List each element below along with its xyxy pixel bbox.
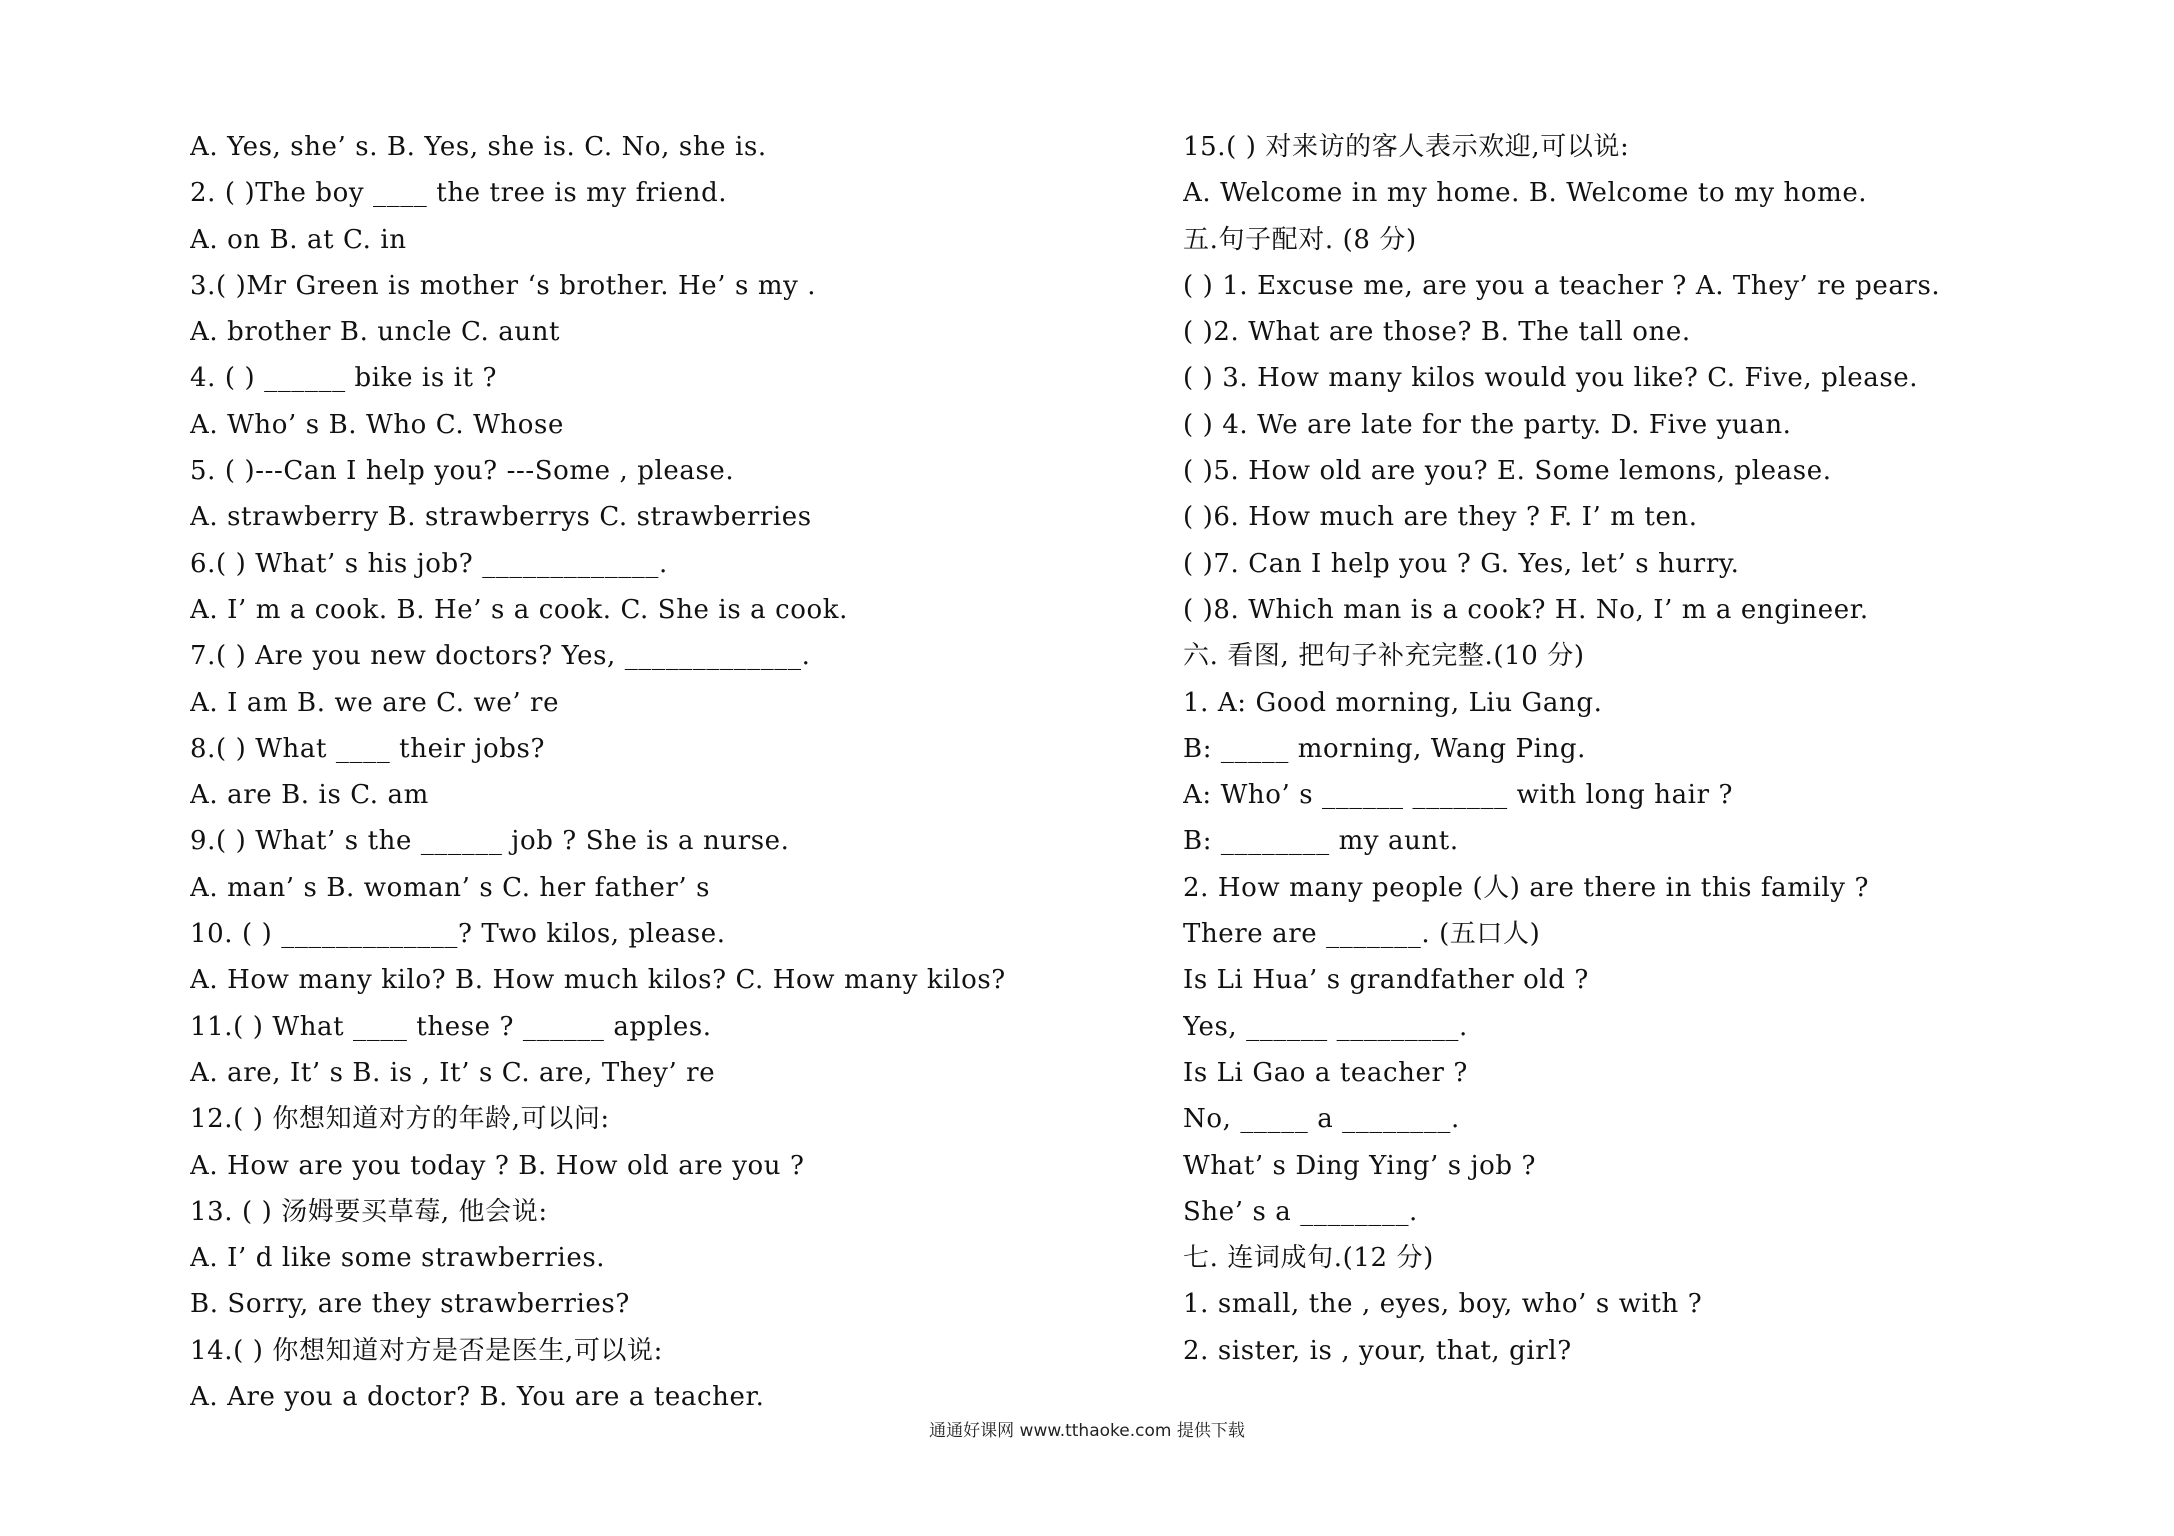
text-line: 14.( ) 你想知道对方是否是医生,可以说: [190, 1335, 663, 1366]
text-line: B. Sorry, are they strawberries? [190, 1289, 630, 1320]
text-line: A. are B. is C. am [190, 780, 429, 811]
section-heading: 五.句子配对. (8 分) [1183, 224, 1417, 255]
text-line: 6.( ) What’ s his job? _____________. [190, 548, 668, 579]
text-line: 15.( ) 对来访的客人表示欢迎,可以说: [1183, 132, 1630, 162]
text-line: ( ) 1. Excuse me, are you a teacher ? A. They’ re pears. [1183, 270, 1941, 301]
text-line: 11.( ) What ____ these ? ______ apples. [190, 1011, 712, 1042]
text-line: 9.( ) What’ s the ______ job ? She is a nurse. [190, 826, 790, 857]
text-line: A. I’ m a cook. B. He’ s a cook. C. She is a cook. [190, 594, 848, 625]
text-line: 2. sister, is , your, that, girl? [1183, 1335, 1572, 1366]
text-line: A. brother B. uncle C. aunt [190, 317, 561, 348]
text-line: A. man’ s B. woman’ s C. her father’ s [190, 872, 711, 903]
text-line: ( )8. Which man is a cook? H. No, I’ m a engineer. [1183, 594, 1869, 625]
text-line: A. Who’ s B. Who C. Whose [190, 409, 564, 440]
text-line: 10. ( ) _____________? Two kilos, please. [190, 919, 726, 950]
text-line: A. I am B. we are C. we’ re [190, 687, 560, 718]
text-line: 4. ( ) ______ bike is it ? [190, 363, 498, 394]
text-line: A. I’ d like some strawberries. [190, 1243, 606, 1274]
text-line: 3.( )Mr Green is mother ‘s brother. He’ s my . [190, 270, 817, 301]
text-line: ( )6. How much are they ? F. I’ m ten. [1183, 502, 1698, 533]
text-line: ( ) 4. We are late for the party. D. Five yuan. [1183, 409, 1792, 440]
text-line: 5. ( )---Can I help you? ---Some , please. [190, 456, 735, 487]
text-line: A. strawberry B. strawberrys C. strawberries [190, 502, 812, 533]
text-line: ( ) 3. How many kilos would you like? C. Five, please. [1183, 363, 1919, 394]
text-line: 8.( ) What ____ their jobs? [190, 733, 545, 764]
text-line: Is Li Gao a teacher ? [1183, 1057, 1468, 1088]
text-line: A: Who’ s ______ _______ with long hair ? [1183, 780, 1734, 811]
text-line: A. Are you a doctor? B. You are a teacher. [190, 1382, 765, 1413]
text-line: 2. How many people (人) are there in this family ? [1183, 872, 1870, 903]
page-footer: 通通好课网 www.tthaoke.com 提供下载 [929, 1421, 1245, 1441]
text-line: A. on B. at C. in [190, 224, 407, 255]
text-line: A. are, It’ s B. is , It’ s C. are, They’ re [190, 1057, 716, 1088]
text-line: A. How are you today ? B. How old are you ? [190, 1150, 805, 1181]
text-line: B: _____ morning, Wang Ping. [1183, 733, 1586, 764]
text-line: Is Li Hua’ s grandfather old ? [1183, 965, 1589, 996]
text-line: No, _____ a ________. [1183, 1104, 1460, 1135]
text-line: A. Yes, she’ s. B. Yes, she is. C. No, she is. [190, 132, 767, 162]
text-line: 1. A: Good morning, Liu Gang. [1183, 687, 1603, 718]
text-line: She’ s a ________. [1183, 1196, 1418, 1227]
section-heading: 六. 看图, 把句子补充完整.(10 分) [1183, 641, 1585, 672]
text-line: A. How many kilo? B. How much kilos? C. How many kilos? [190, 965, 1006, 996]
text-line: B: ________ my aunt. [1183, 826, 1459, 857]
text-line: 1. small, the , eyes, boy, who’ s with ? [1183, 1289, 1703, 1320]
text-line: ( )5. How old are you? E. Some lemons, please. [1183, 456, 1832, 487]
text-line: A. Welcome in my home. B. Welcome to my home. [1183, 178, 1868, 209]
text-line: ( )7. Can I help you ? G. Yes, let’ s hurry. [1183, 548, 1740, 579]
text-line: Yes, ______ _________. [1183, 1011, 1468, 1042]
text-line: There are _______. (五口人) [1183, 919, 1541, 950]
text-line: 13. ( ) 汤姆要买草莓, 他会说: [190, 1196, 548, 1227]
text-line: 12.( ) 你想知道对方的年龄,可以问: [190, 1104, 610, 1135]
text-line: 2. ( )The boy ____ the tree is my friend. [190, 178, 728, 209]
text-line: What’ s Ding Ying’ s job ? [1183, 1150, 1537, 1181]
text-line: 7.( ) Are you new doctors? Yes, _____________. [190, 641, 811, 672]
text-line: ( )2. What are those? B. The tall one. [1183, 317, 1691, 348]
right-column [1183, 124, 2143, 1374]
left-column [190, 124, 1150, 1420]
section-heading: 七. 连词成句.(12 分) [1183, 1243, 1434, 1274]
